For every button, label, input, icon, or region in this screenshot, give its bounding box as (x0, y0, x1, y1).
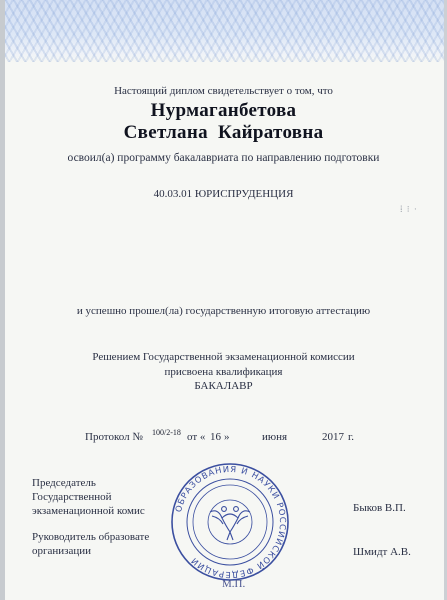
program-text: освоил(а) программу бакалавриата по направлению подготовки (67, 152, 380, 164)
guilloche-band (0, 0, 447, 62)
seal-ring-text: ОБРАЗОВАНИЯ И НАУКИ РОССИЙСКОЙ ФЕДЕРАЦИИ (173, 463, 289, 581)
protocol-day: 16 (210, 431, 221, 443)
chairman-line-2: Государственной (32, 491, 112, 503)
certifies-text: Настоящий диплом свидетельствует о том, что (114, 85, 333, 97)
protocol-number: 100/2-18 (152, 428, 181, 437)
protocol-year: 2017 (322, 431, 344, 443)
svg-text:ОБРАЗОВАНИЯ И НАУКИ РОССИЙСКОЙ (173, 464, 288, 580)
commission-line-1: Решением Государственной экзаменационной комиссии (92, 351, 355, 363)
commission-line-2: присвоена квалификация (164, 366, 283, 378)
specialty: 40.03.01 ЮРИСПРУДЕНЦИЯ (153, 188, 294, 200)
faint-mark: ⁞ ⁝ · (400, 204, 418, 214)
protocol-close: » (224, 431, 230, 443)
given-names: Светлана Кайратовна (123, 122, 324, 143)
chairman-line-1: Председатель (32, 477, 96, 489)
head-name: Шмидт А.В. (353, 546, 411, 558)
eagle-emblem-icon (210, 507, 250, 540)
protocol-ot: от « (187, 431, 206, 443)
attestation-text: и успешно прошел(ла) государственную итоговую аттестацию (76, 305, 371, 317)
official-seal (170, 452, 290, 592)
stamp-mp: М.П. (222, 578, 246, 590)
chairman-name: Быков В.П. (353, 502, 406, 514)
protocol-g: г. (348, 431, 355, 443)
chairman-line-3: экзаменационной комис (32, 505, 145, 517)
head-line-1: Руководитель образовате (32, 531, 150, 543)
qualification: БАКАЛАВР (194, 380, 253, 392)
protocol-month: июня (262, 431, 288, 443)
surname: Нурмаганбетова (150, 100, 297, 121)
head-line-2: организации (32, 545, 92, 557)
protocol-label: Протокол № (85, 431, 143, 443)
